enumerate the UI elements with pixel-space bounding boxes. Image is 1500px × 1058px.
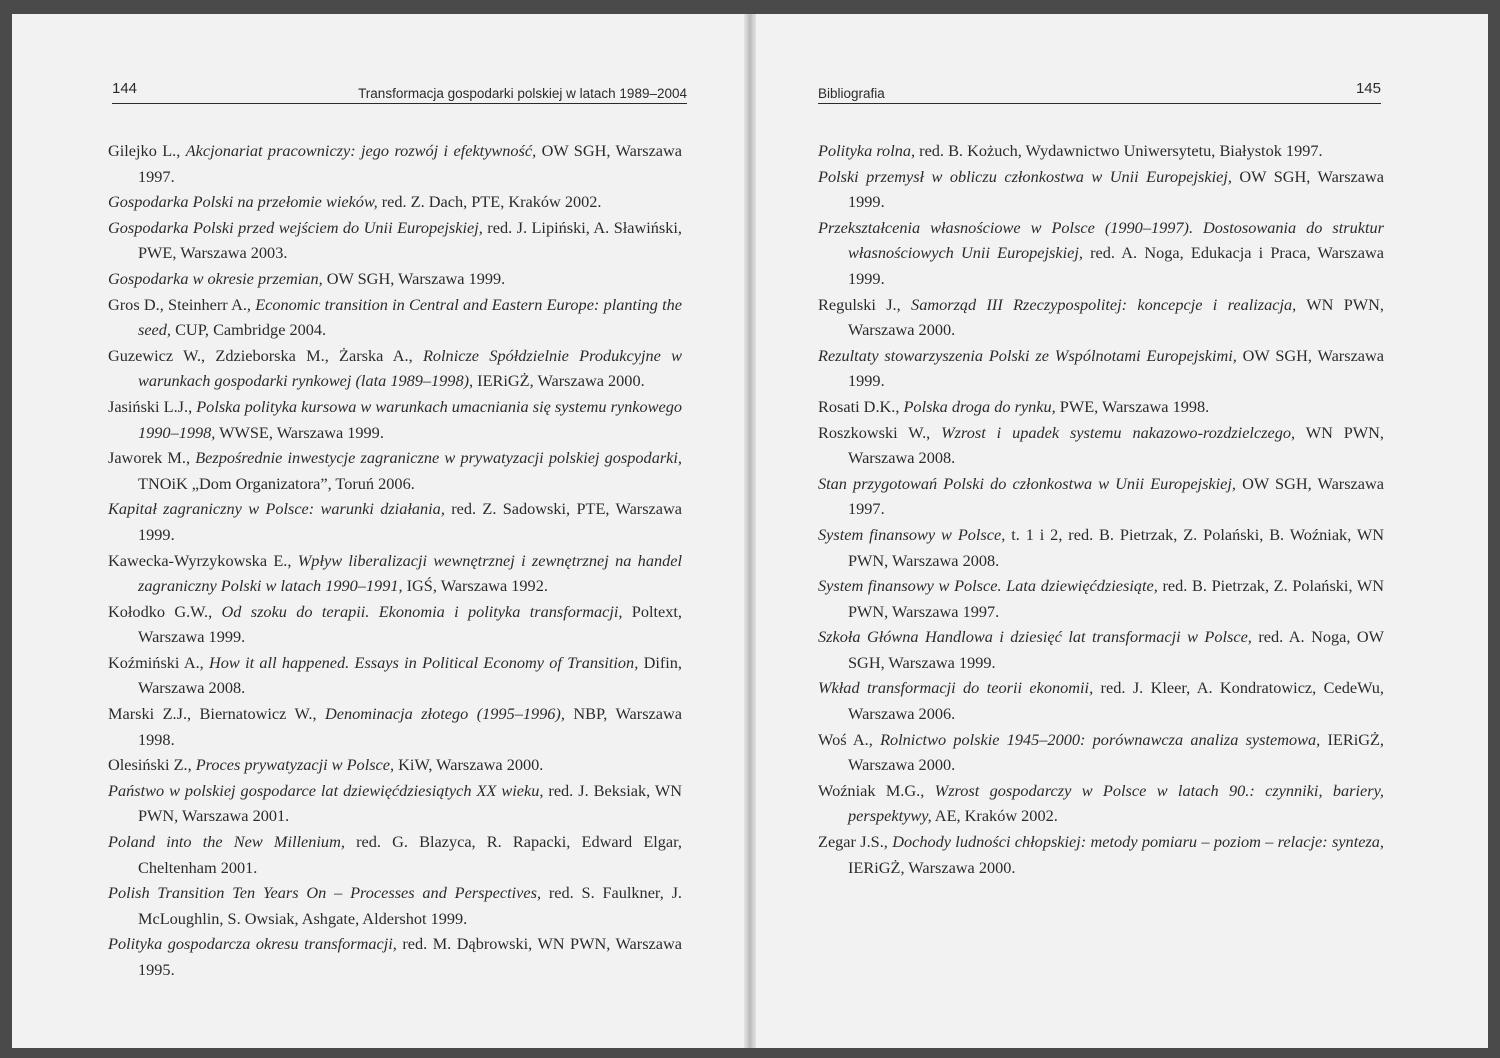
entry-title: Polish Transition Ten Years On – Processes and Perspectives, (108, 883, 542, 903)
bibliography-entry (108, 496, 682, 547)
entry-title: Proces prywatyzacji w Polsce, (195, 755, 395, 775)
entry-title: Państwo w polskiej gospodarce lat dziewięćdziesiątych XX wieku, (108, 780, 544, 800)
bibliography-entry (108, 215, 682, 266)
entry-title: Gospodarka Polski na przełomie wieków, (108, 192, 378, 212)
bibliography-entry (108, 880, 682, 931)
entry-title: Wzrost gospodarczy w Polsce w latach 90.: czynniki, bariery, perspektywy, (848, 780, 1384, 826)
entry-author: Woźniak M.G., (818, 780, 935, 800)
entry-author: Kawecka-Wyrzykowska E., (108, 550, 298, 570)
entry-publication: red. G. Blazyca, R. Rapacki, Edward Elgar, Cheltenham 2001. (138, 832, 682, 877)
bibliography-entry (818, 420, 1384, 471)
entry-title: Dochody ludności chłopskiej: metody pomiaru – poziom – relacje: synteza, (892, 832, 1384, 852)
bibliography-entry (108, 445, 682, 496)
entry-publication: red. A. Noga, Edukacja i Praca, Warszawa 1999. (848, 243, 1384, 288)
bibliography-list (108, 138, 682, 983)
running-title: Bibliografia (818, 86, 885, 101)
entry-author: Olesiński Z., (108, 755, 196, 775)
bibliography-entry (108, 189, 682, 215)
bibliography-entry (818, 164, 1384, 215)
entry-title: Rezultaty stowarzyszenia Polski ze Wspólnotami Europejskimi, (818, 345, 1237, 365)
running-title: Transformacja gospodarki polskiej w latach 1989–2004 (358, 86, 687, 101)
entry-publication: red. A. Noga, OW SGH, Warszawa 1999. (848, 627, 1385, 672)
entry-publication: WN PWN, Warszawa 2008. (848, 422, 1384, 468)
entry-title: Economic transition in Central and Eastern Europe: planting the seed, (138, 294, 683, 340)
entry-title: Szkoła Główna Handlowa i dziesięć lat transformacji w Polsce, (818, 627, 1252, 647)
entry-publication: TNOiK „Dom Organizatora”, Toruń 2006. (138, 473, 415, 493)
entry-publication: OW SGH, Warszawa 1997. (138, 141, 683, 186)
bibliography-entry (818, 522, 1384, 573)
right-page (756, 14, 1488, 1048)
bibliography-entry (108, 778, 682, 829)
bibliography-entry (818, 471, 1384, 522)
entry-title: Wzrost i upadek systemu nakazowo-rozdzielczego, (941, 422, 1296, 442)
bibliography-entry (818, 727, 1384, 778)
bibliography-entry (108, 266, 682, 292)
entry-publication: WN PWN, Warszawa 2000. (848, 294, 1384, 340)
entry-title: Gospodarka w okresie przemian, (108, 268, 323, 288)
entry-title: Wpływ liberalizacji wewnętrznej i zewnętrznej na handel zagraniczny Polski w latach 1990–1991, (138, 550, 682, 596)
entry-publication: NBP, Warszawa 1998. (138, 704, 682, 749)
entry-publication: red. Z. Sadowski, PTE, Warszawa 1999. (138, 499, 682, 544)
bibliography-entry (108, 548, 682, 599)
entry-publication: t. 1 i 2, red. B. Pietrzak, Z. Polański, B. Woźniak, WN PWN, Warszawa 2008. (848, 524, 1385, 570)
entry-title: Poland into the New Millenium, (108, 832, 345, 852)
entry-publication: OW SGH, Warszawa 1999. (848, 166, 1384, 212)
entry-publication: Poltext, Warszawa 1999. (138, 601, 682, 647)
bibliography-entry (818, 675, 1384, 726)
bibliography-entry (108, 599, 682, 650)
entry-publication: WWSE, Warszawa 1999. (215, 422, 384, 442)
entry-author: Guzewicz W., Zdzieborska M., Żarska A., (108, 345, 423, 365)
entry-publication: red. J. Beksiak, WN PWN, Warszawa 2001. (138, 780, 682, 826)
entry-author: Kołodko G.W., (108, 601, 222, 621)
scanner-background (0, 0, 1500, 14)
entry-publication: red. S. Faulkner, J. McLoughlin, S. Owsiak, Ashgate, Aldershot 1999. (138, 883, 683, 928)
entry-author: Roszkowski W., (818, 422, 942, 442)
entry-publication: red. B. Kożuch, Wydawnictwo Uniwersytetu, Białystok 1997. (915, 141, 1323, 160)
entry-title: Od szoku do terapii. Ekonomia i polityka transformacji, (221, 601, 623, 621)
left-page (12, 14, 746, 1048)
bibliography-entry (818, 778, 1384, 829)
entry-publication: IERiGŻ, Warszawa 2000. (848, 729, 1385, 775)
bibliography-entry (108, 343, 682, 394)
left-page-header (112, 78, 687, 104)
entry-title: Polski przemysł w obliczu członkostwa w Unii Europejskiej, (818, 166, 1232, 186)
bibliography-entry (108, 931, 682, 982)
entry-author: Zegar J.S., (818, 832, 893, 852)
entry-publication: CUP, Cambridge 2004. (171, 320, 327, 340)
entry-title: Polska droga do rynku, (903, 396, 1056, 416)
bibliography-entry (108, 701, 682, 752)
entry-publication: OW SGH, Warszawa 1999. (848, 345, 1385, 391)
bibliography-entry (818, 138, 1384, 164)
entry-title: Stan przygotowań Polski do członkostwa w Unii Europejskiej, (818, 473, 1236, 493)
bibliography-entry (818, 394, 1384, 420)
entry-publication: OW SGH, Warszawa 1997. (848, 473, 1384, 519)
entry-publication: red. M. Dąbrowski, WN PWN, Warszawa 1995. (138, 934, 682, 979)
entry-title: Polska polityka kursowa w warunkach umacniania się systemu rynkowego 1990–1998, (138, 396, 683, 442)
entry-publication: Difin, Warszawa 2008. (138, 652, 683, 698)
entry-author: Jaworek M., (108, 448, 196, 468)
entry-author: Jasiński L.J., (108, 396, 197, 416)
entry-title: Rolnictwo polskie 1945–2000: porównawcza analiza systemowa, (880, 729, 1321, 749)
entry-author: Gros D., Steinherr A., (108, 294, 256, 314)
entry-title: Akcjonariat pracowniczy: jego rozwój i efektywność, (185, 141, 537, 160)
entry-title: Polityka rolna, (818, 141, 916, 160)
page-number: 145 (1355, 80, 1381, 97)
entry-title: Gospodarka Polski przed wejściem do Unii Europejskiej, (108, 217, 483, 237)
bibliography-entry (818, 624, 1384, 675)
entry-author: Koźmiński A., (108, 652, 210, 672)
entry-publication: IERiGŻ, Warszawa 2000. (848, 857, 1016, 877)
bibliography-entry (818, 343, 1384, 394)
entry-title: Wkład transformacji do teorii ekonomii, (818, 678, 1094, 698)
entry-title: Denominacja złotego (1995–1996), (325, 704, 565, 724)
entry-publication: AE, Kraków 2002. (931, 806, 1058, 826)
entry-publication: red. Z. Dach, PTE, Kraków 2002. (377, 192, 602, 212)
entry-author: Regulski J., (818, 294, 912, 314)
bibliography-entry (108, 394, 682, 445)
entry-author: Rosati D.K., (818, 396, 904, 416)
bibliography-entry (818, 829, 1384, 880)
bibliography-entry (108, 138, 682, 189)
entry-title: Przekształcenia własnościowe w Polsce (1990–1997). Dostosowania do struktur własnościowych Unii Europejskiej, (818, 217, 1384, 263)
bibliography-entry (108, 752, 682, 778)
entry-publication: red. J. Lipiński, A. Sławiński, PWE, Warszawa 2003. (138, 217, 682, 263)
entry-publication: KiW, Warszawa 2000. (394, 755, 544, 775)
entry-publication: IGŚ, Warszawa 1992. (402, 576, 548, 596)
entry-author: Marski Z.J., Biernatowicz W., (108, 704, 326, 724)
bibliography-entry (108, 292, 682, 343)
entry-title: System finansowy w Polsce, (818, 524, 1006, 544)
bibliography-entry (818, 215, 1384, 292)
entry-author: Woś A., (818, 729, 881, 749)
bibliography-entry (108, 650, 682, 701)
bibliography-entry (108, 829, 682, 880)
entry-publication: PWE, Warszawa 1998. (1055, 396, 1210, 416)
entry-publication: red. B. Pietrzak, Z. Polański, WN PWN, Warszawa 1997. (848, 576, 1384, 621)
right-page-header (818, 78, 1381, 104)
entry-publication: red. J. Kleer, A. Kondratowicz, CedeWu, Warszawa 2006. (848, 678, 1384, 724)
bibliography-list (818, 138, 1384, 880)
bibliography-entry (818, 573, 1384, 624)
entry-title: Rolnicze Spółdzielnie Produkcyjne w warunkach gospodarki rynkowej (lata 1989–1998), (138, 345, 683, 391)
entry-title: How it all happened. Essays in Political Economy of Transition, (209, 652, 639, 672)
entry-author: Gilejko L., (108, 141, 186, 160)
entry-title: Bezpośrednie inwestycje zagraniczne w prywatyzacji polskiej gospodarki, (195, 448, 682, 468)
bibliography-entry (818, 292, 1384, 343)
entry-title: Samorząd III Rzeczypospolitej: koncepcje i realizacja, (911, 294, 1297, 314)
entry-publication: IERiGŻ, Warszawa 2000. (473, 371, 645, 391)
page-number: 144 (112, 80, 138, 97)
entry-title: Polityka gospodarcza okresu transformacji, (108, 934, 397, 954)
entry-title: Kapitał zagraniczny w Polsce: warunki działania, (108, 499, 445, 519)
entry-publication: OW SGH, Warszawa 1999. (322, 268, 506, 288)
entry-title: System finansowy w Polsce. Lata dziewięćdziesiąte, (818, 576, 1158, 596)
